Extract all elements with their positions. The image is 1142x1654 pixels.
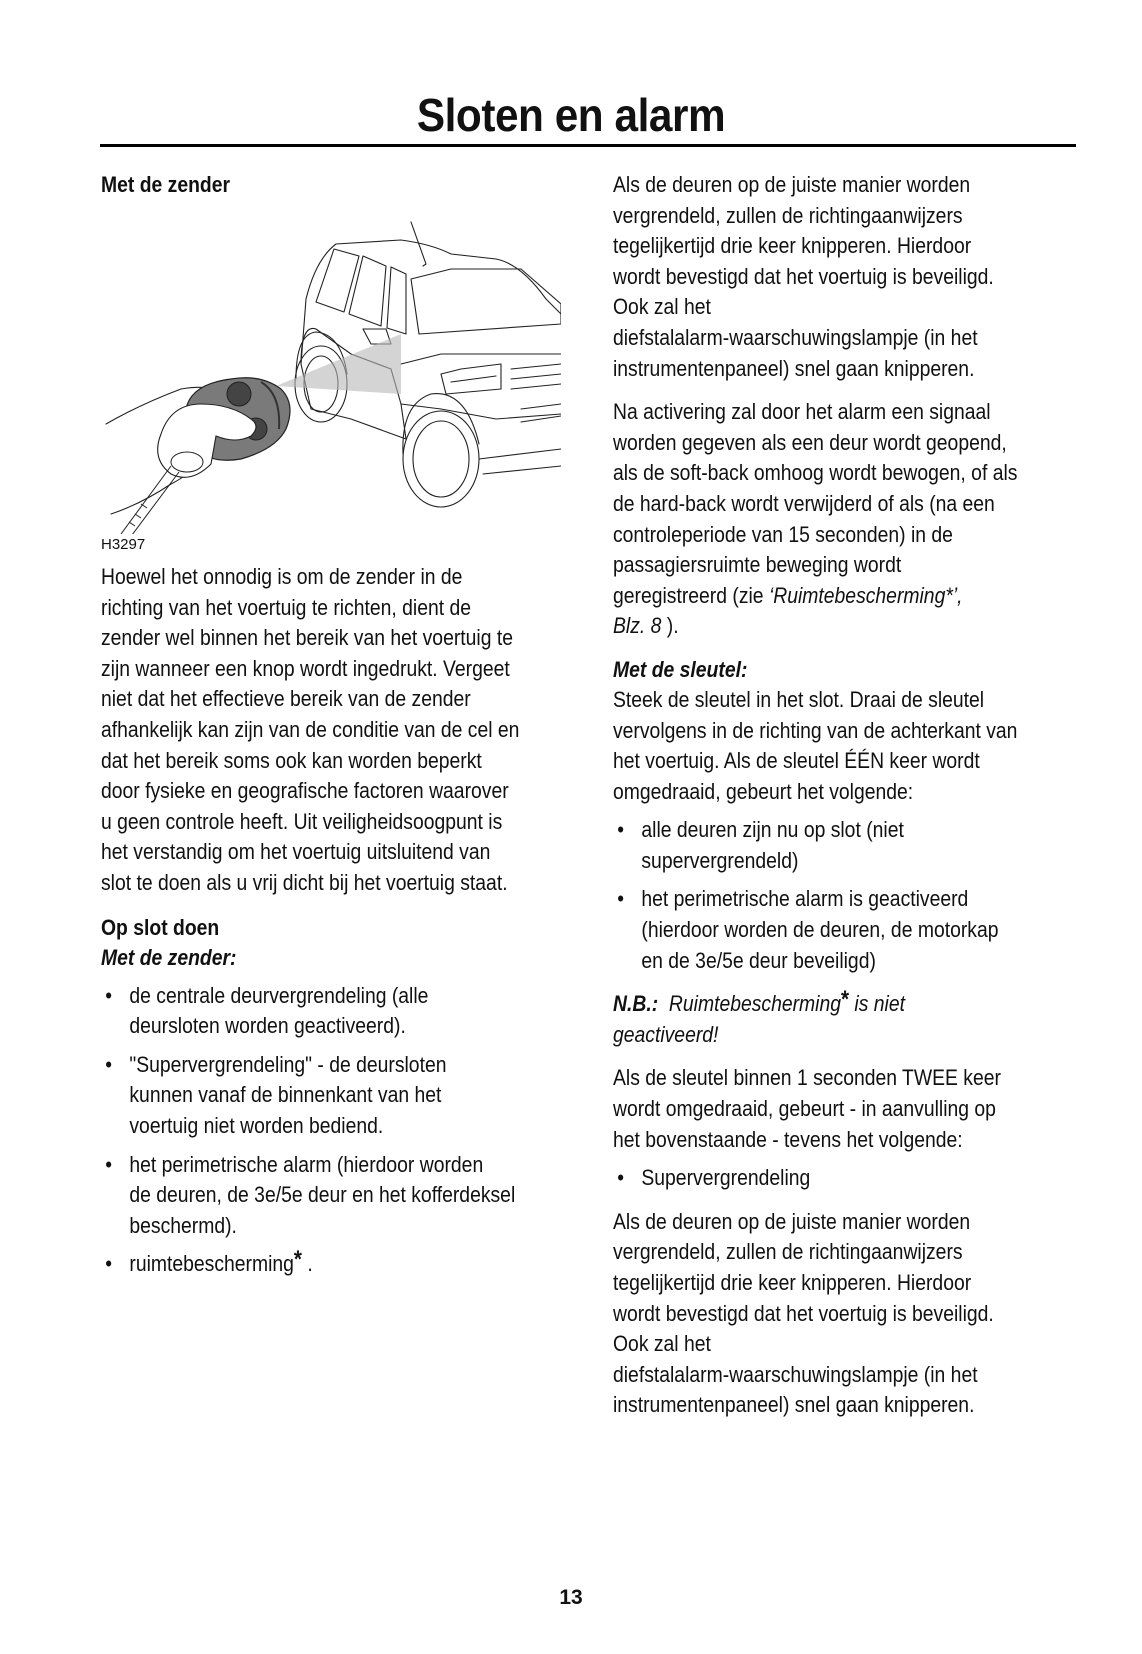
text-line: het bovenstaande - tevens het volgende: — [613, 1126, 963, 1152]
text-line: Als de deuren op de juiste manier worden — [613, 1208, 971, 1234]
text-line: wordt bevestigd dat het voertuig is beveiligd. — [613, 1300, 994, 1326]
bullet-icon: • — [617, 886, 625, 912]
twice-bullet-list — [613, 1163, 1082, 1194]
text-line: alle deuren zijn nu op slot (niet — [641, 817, 904, 843]
key-bullet-list — [613, 815, 1082, 976]
text-line: het voertuig. Als de sleutel ÉÉN keer wordt — [613, 748, 980, 774]
twice-paragraph — [613, 1063, 1082, 1155]
text-line: het verstandig om het voertuig uitsluitend van — [101, 839, 491, 865]
text-line: vergrendeld, zullen de richtingaanwijzers — [613, 1239, 963, 1265]
text-line: de deuren, de 3e/5e deur en het kofferdeksel — [129, 1182, 516, 1208]
text-line: wordt bevestigd dat het voertuig is beveiligd. — [613, 263, 994, 289]
text-line: Als de sleutel binnen 1 seconden TWEE keer — [613, 1065, 1001, 1091]
text-line: zender wel binnen het bereik van het voertuig te — [101, 625, 513, 651]
intro-paragraph — [101, 562, 570, 899]
note-text: geactiveerd! — [613, 1021, 719, 1047]
left-column — [101, 170, 571, 1280]
text-line: supervergrendeld) — [641, 847, 799, 873]
final-confirmation-paragraph — [613, 1207, 1082, 1421]
bullet-icon: • — [105, 1051, 113, 1077]
text-line: ruimtebescherming — [129, 1251, 294, 1277]
list-item — [101, 1246, 570, 1280]
bullet-icon: • — [617, 1165, 625, 1191]
windscreen — [411, 269, 561, 334]
signal-beam — [276, 334, 401, 394]
page-number: 13 — [559, 1586, 583, 1609]
text-suffix: . — [301, 1251, 313, 1277]
text-line: Na activering zal door het alarm een signaal — [613, 399, 991, 425]
text-suffix: ). — [661, 613, 679, 639]
text-line: voertuig niet worden bediend. — [129, 1112, 384, 1138]
text-line: niet dat het effectieve bereik van de zender — [101, 686, 471, 712]
text-line: en de 3e/5e deur beveiligd) — [641, 947, 876, 973]
bullet-icon: • — [105, 982, 113, 1008]
text-line: slot te doen als u vrij dicht bij het voertuig staat. — [101, 869, 508, 895]
text-line: de centrale deurvergrendeling (alle — [129, 982, 429, 1008]
note — [613, 986, 1082, 1050]
text-line: afhankelijk kan zijn van de conditie van de cel en — [101, 716, 520, 742]
text-line: deursloten worden geactiveerd). — [129, 1013, 406, 1039]
text-line: het perimetrische alarm (hierdoor worden — [129, 1151, 484, 1177]
asterisk-icon: * — [293, 1246, 302, 1274]
right-column — [613, 170, 1083, 1421]
page-title: Sloten en alarm — [416, 89, 726, 141]
text-line: instrumentenpaneel) snel gaan knipperen. — [613, 1392, 975, 1418]
note-text: is niet — [849, 991, 905, 1017]
text-line: (hierdoor worden de deuren, de motorkap — [641, 917, 999, 943]
list-item — [101, 1150, 570, 1242]
text-line: Als de deuren op de juiste manier worden — [613, 172, 971, 197]
title-rule — [100, 144, 1076, 147]
text-line: het perimetrische alarm is geactiveerd — [641, 886, 969, 912]
text-line: dat het bereik soms ook kan worden beperkt — [101, 747, 482, 773]
section-heading-op-slot-doen: Op slot doen — [101, 914, 220, 940]
bullet-icon: • — [105, 1151, 113, 1177]
cross-reference-page-link[interactable]: Blz. 8 — [613, 613, 662, 639]
text-line: zijn wanneer een knop wordt ingedrukt. Vergeet — [101, 655, 510, 681]
text-line: worden gegeven als een deur wordt geopend, — [613, 429, 1007, 455]
subheading-met-de-zender: Met de zender: — [101, 944, 237, 970]
list-item — [613, 1163, 1082, 1194]
text-line: vervolgens in de richting van de achterkant van — [613, 717, 1018, 743]
text-line: de hard-back wordt verwijderd of als (na een — [613, 490, 995, 516]
cross-reference-link[interactable]: ‘Ruimtebescherming*’, — [768, 582, 963, 608]
text-line: Hoewel het onnodig is om de zender in de — [101, 564, 463, 589]
text-line: Supervergrendeling — [641, 1165, 811, 1191]
text-line: beschermd). — [129, 1212, 237, 1238]
text-line: "Supervergrendeling" - de deursloten — [129, 1051, 447, 1077]
text-line: geregistreerd (zie — [613, 582, 769, 608]
bullet-icon: • — [617, 817, 625, 843]
text-line: wordt omgedraaid, gebeurt - in aanvulling op — [613, 1096, 996, 1122]
text-line: Steek de sleutel in het slot. Draai de sleutel — [613, 686, 985, 712]
text-line: controleperiode van 15 seconden) in de — [613, 521, 953, 547]
confirmation-paragraph — [613, 170, 1082, 384]
note-label: N.B.: — [613, 991, 659, 1017]
text-line: kunnen vanaf de binnenkant van het — [129, 1082, 442, 1108]
remote-key-illustration — [101, 204, 561, 534]
text-line: richting van het voertuig te richten, dient de — [101, 594, 472, 620]
text-line: instrumentenpaneel) snel gaan knipperen. — [613, 355, 975, 381]
list-item — [101, 981, 570, 1042]
text-line: passagiersruimte beweging wordt — [613, 552, 902, 578]
text-line: tegelijkertijd drie keer knipperen. Hierdoor — [613, 1270, 972, 1295]
lock-bullet-list — [101, 981, 570, 1280]
text-line: als de soft-back omhoog wordt bewogen, of als — [613, 460, 1018, 486]
text-line: diefstalalarm-waarschuwingslampje (in het — [613, 324, 978, 350]
text-line: door fysieke en geografische factoren waarover — [101, 778, 509, 804]
text-line: u geen controle heeft. Uit veiligheidsoogpunt is — [101, 808, 503, 834]
text-line: vergrendeld, zullen de richtingaanwijzers — [613, 202, 963, 228]
list-item — [613, 815, 1082, 876]
alarm-activation-paragraph — [613, 397, 1082, 642]
bullet-icon: • — [105, 1251, 113, 1277]
section-heading-met-de-zender: Met de zender — [101, 172, 231, 197]
subheading-met-de-sleutel: Met de sleutel: — [613, 656, 748, 682]
key-paragraph — [613, 685, 1082, 807]
asterisk-icon: * — [840, 986, 850, 1014]
list-item — [613, 884, 1082, 976]
text-line: diefstalalarm-waarschuwingslampje (in het — [613, 1361, 978, 1387]
car-and-remote-drawing — [101, 204, 561, 534]
text-line: omgedraaid, gebeurt het volgende: — [613, 778, 914, 804]
note-text: Ruimtebescherming — [668, 991, 841, 1017]
list-item — [101, 1050, 570, 1142]
car-roof — [301, 240, 561, 364]
figure-id: H3297 — [101, 536, 146, 553]
text-line: Ook zal het — [613, 294, 711, 320]
text-line: tegelijkertijd drie keer knipperen. Hierdoor — [613, 233, 972, 259]
text-line: Ook zal het — [613, 1331, 711, 1357]
